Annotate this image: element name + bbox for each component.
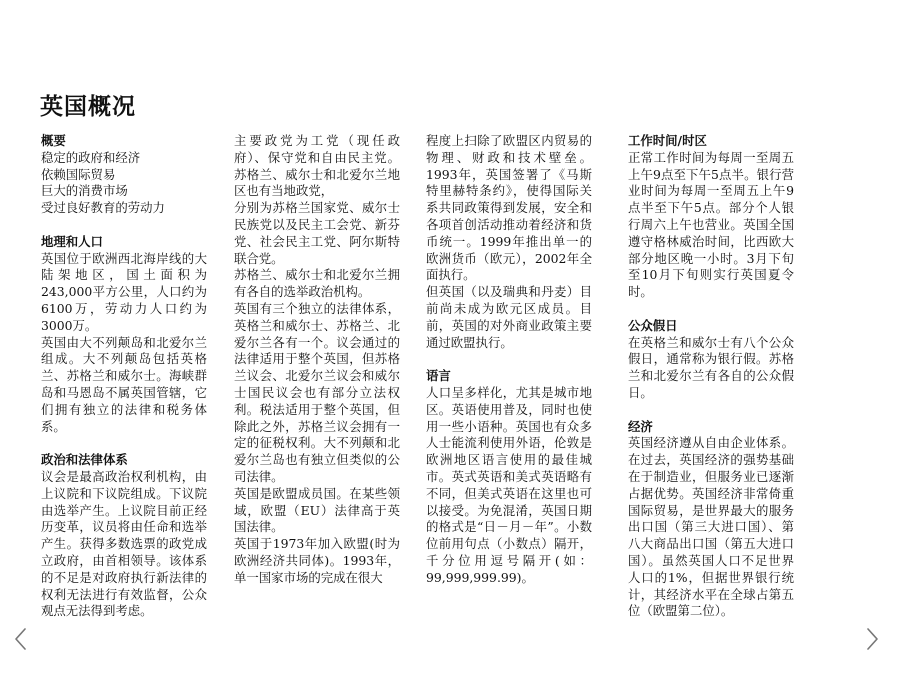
section-economy xyxy=(628,419,794,621)
page-title: 英国概况 xyxy=(40,94,136,120)
working-hours-paragraph-1: 正常工作时间为每周一至周五上午9点至下午5点半。银行营业时间为每周一至周五上午9点半至下午5点。部分个人银行周六上午也营业。英国全国遵守格林威治时间，比西欧大部分地区晚一小时。3月下旬至10月下旬则实行英国夏令时。 xyxy=(628,149,794,300)
overview-point-4: 受过良好教育的劳动力 xyxy=(41,200,165,216)
column-4 xyxy=(628,133,794,620)
overview-point-3: 巨大的消费市场 xyxy=(41,183,128,199)
section-politics-law xyxy=(41,452,207,620)
section-politics-continued xyxy=(234,133,400,587)
column-3 xyxy=(426,133,592,587)
section-heading-language: 语言 xyxy=(426,368,451,384)
politics-paragraph-1: 议会是最高政治权利机构，由上议院和下议院组成。下议院由选举产生。上议院目前正经历变革，议员将由任命和选举产生。获得多数选票的政党成立政府，由首相领导。该体系的不足是对政府执行新法律的权利无法进行有效监督，公众观点无法得到考虑。 xyxy=(41,468,207,619)
overview-point-2: 依赖国际贸易 xyxy=(41,166,116,182)
politics-paragraph-7: 英国于1973年加入欧盟(时为欧洲经济共同体)。1993年，单一国家市场的完成在很大 xyxy=(234,536,400,585)
geography-paragraph-2: 英国由大不列颠岛和北爱尔兰组成。大不列颠岛包括英格兰、苏格兰和威尔士。海峡群岛和马恩岛不属英国管辖，它们拥有独立的法律和税务体系。 xyxy=(41,334,207,434)
eu-paragraph-2: 但英国（以及瑞典和丹麦）目前尚未成为欧元区成员。目前，英国的对外商业政策主要通过欧盟执行。 xyxy=(426,284,592,350)
next-page-button[interactable] xyxy=(862,626,882,652)
public-holidays-paragraph-1: 在英格兰和威尔士有八个公众假日，通常称为银行假。苏格兰和北爱尔兰有各自的公众假日。 xyxy=(628,334,794,400)
politics-paragraph-5: 英国有三个独立的法律体系，英格兰和威尔士、苏格兰、北爱尔兰各有一个。议会通过的法律适用于整个英国，但苏格兰议会、北爱尔兰议会和威尔士国民议会也有部分立法权利。税法适用于整个英国，但除此之外，苏格兰议会拥有一定的征税权利。大不列颠和北爱尔兰岛也有独立但类似的公司法律。 xyxy=(234,300,400,484)
previous-page-button[interactable] xyxy=(11,626,31,652)
chevron-right-icon xyxy=(862,626,882,652)
section-public-holidays xyxy=(628,318,794,402)
section-heading-working-hours: 工作时间/时区 xyxy=(628,133,707,148)
section-heading-economy: 经济 xyxy=(628,418,653,434)
section-heading-geography: 地理和人口 xyxy=(41,233,103,249)
politics-paragraph-2: 主要政党为工党（现任政府）、保守党和自由民主党。苏格兰、威尔士和北爱尔兰地区也有当地政党， xyxy=(234,133,400,199)
column-1 xyxy=(41,133,207,620)
chevron-left-icon xyxy=(11,626,31,652)
section-heading-politics-law: 政治和法律体系 xyxy=(41,452,128,468)
section-language xyxy=(426,368,592,586)
overview-point-1: 稳定的政府和经济 xyxy=(41,149,141,165)
politics-paragraph-3: 分别为苏格兰国家党、威尔士民族党以及民主工会党、新芬党、社会民主工党、阿尔斯特联合党。 xyxy=(234,200,400,266)
politics-paragraph-4: 苏格兰、威尔士和北爱尔兰拥有各自的选举政治机构。 xyxy=(234,267,400,300)
language-paragraph-1: 人口呈多样化，尤其是城市地区。英语使用普及，同时也使用一些小语种。英国也有众多人士能流利使用外语，伦敦是欧洲地区语言使用的最佳城市。英式英语和美式英语略有不同，但美式英语在这里也可以接受。为免混淆，英国日期的格式是“日－月－年”。小数位前用句点（小数点）隔开，千分位用逗号隔开(如：99,999,999.99)。 xyxy=(426,384,592,585)
column-2 xyxy=(234,133,400,587)
politics-paragraph-6: 英国是欧盟成员国。在某些领域，欧盟（EU）法律高于英国法律。 xyxy=(234,485,400,535)
geography-paragraph-1: 英国位于欧洲西北海岸线的大陆架地区，国土面积为243,000平方公里，人口约为6100万，劳动力人口约为3000万。 xyxy=(41,250,207,333)
section-heading-public-holidays: 公众假日 xyxy=(628,317,678,333)
section-overview xyxy=(41,133,207,217)
economy-paragraph-1: 英国经济遵从自由企业体系。在过去，英国经济的强势基础在于制造业，但服务业已逐渐占据优势。英国经济非常倚重国际贸易，是世界最大的服务出口国（第三大进口国）、第八大商品出口国（第五大进口国）。虽然英国人口不足世界人口的1%，但据世界银行统计，其经济水平在全球占第五位（欧盟第二位）。 xyxy=(628,435,794,619)
section-eu-continued xyxy=(426,133,592,351)
eu-paragraph-1: 程度上扫除了欧盟区内贸易的物理、财政和技术壁垒。1993年，英国签署了《马斯特里赫特条约》，使得国际关系共同政策得到发展，安全和各项首创活动推动着经济和货币统一。1999年推出单一的欧洲货币（欧元），2002年全面执行。 xyxy=(426,133,592,283)
section-geography xyxy=(41,234,207,436)
section-working-hours xyxy=(628,133,794,301)
section-heading-overview: 概要 xyxy=(41,133,66,148)
